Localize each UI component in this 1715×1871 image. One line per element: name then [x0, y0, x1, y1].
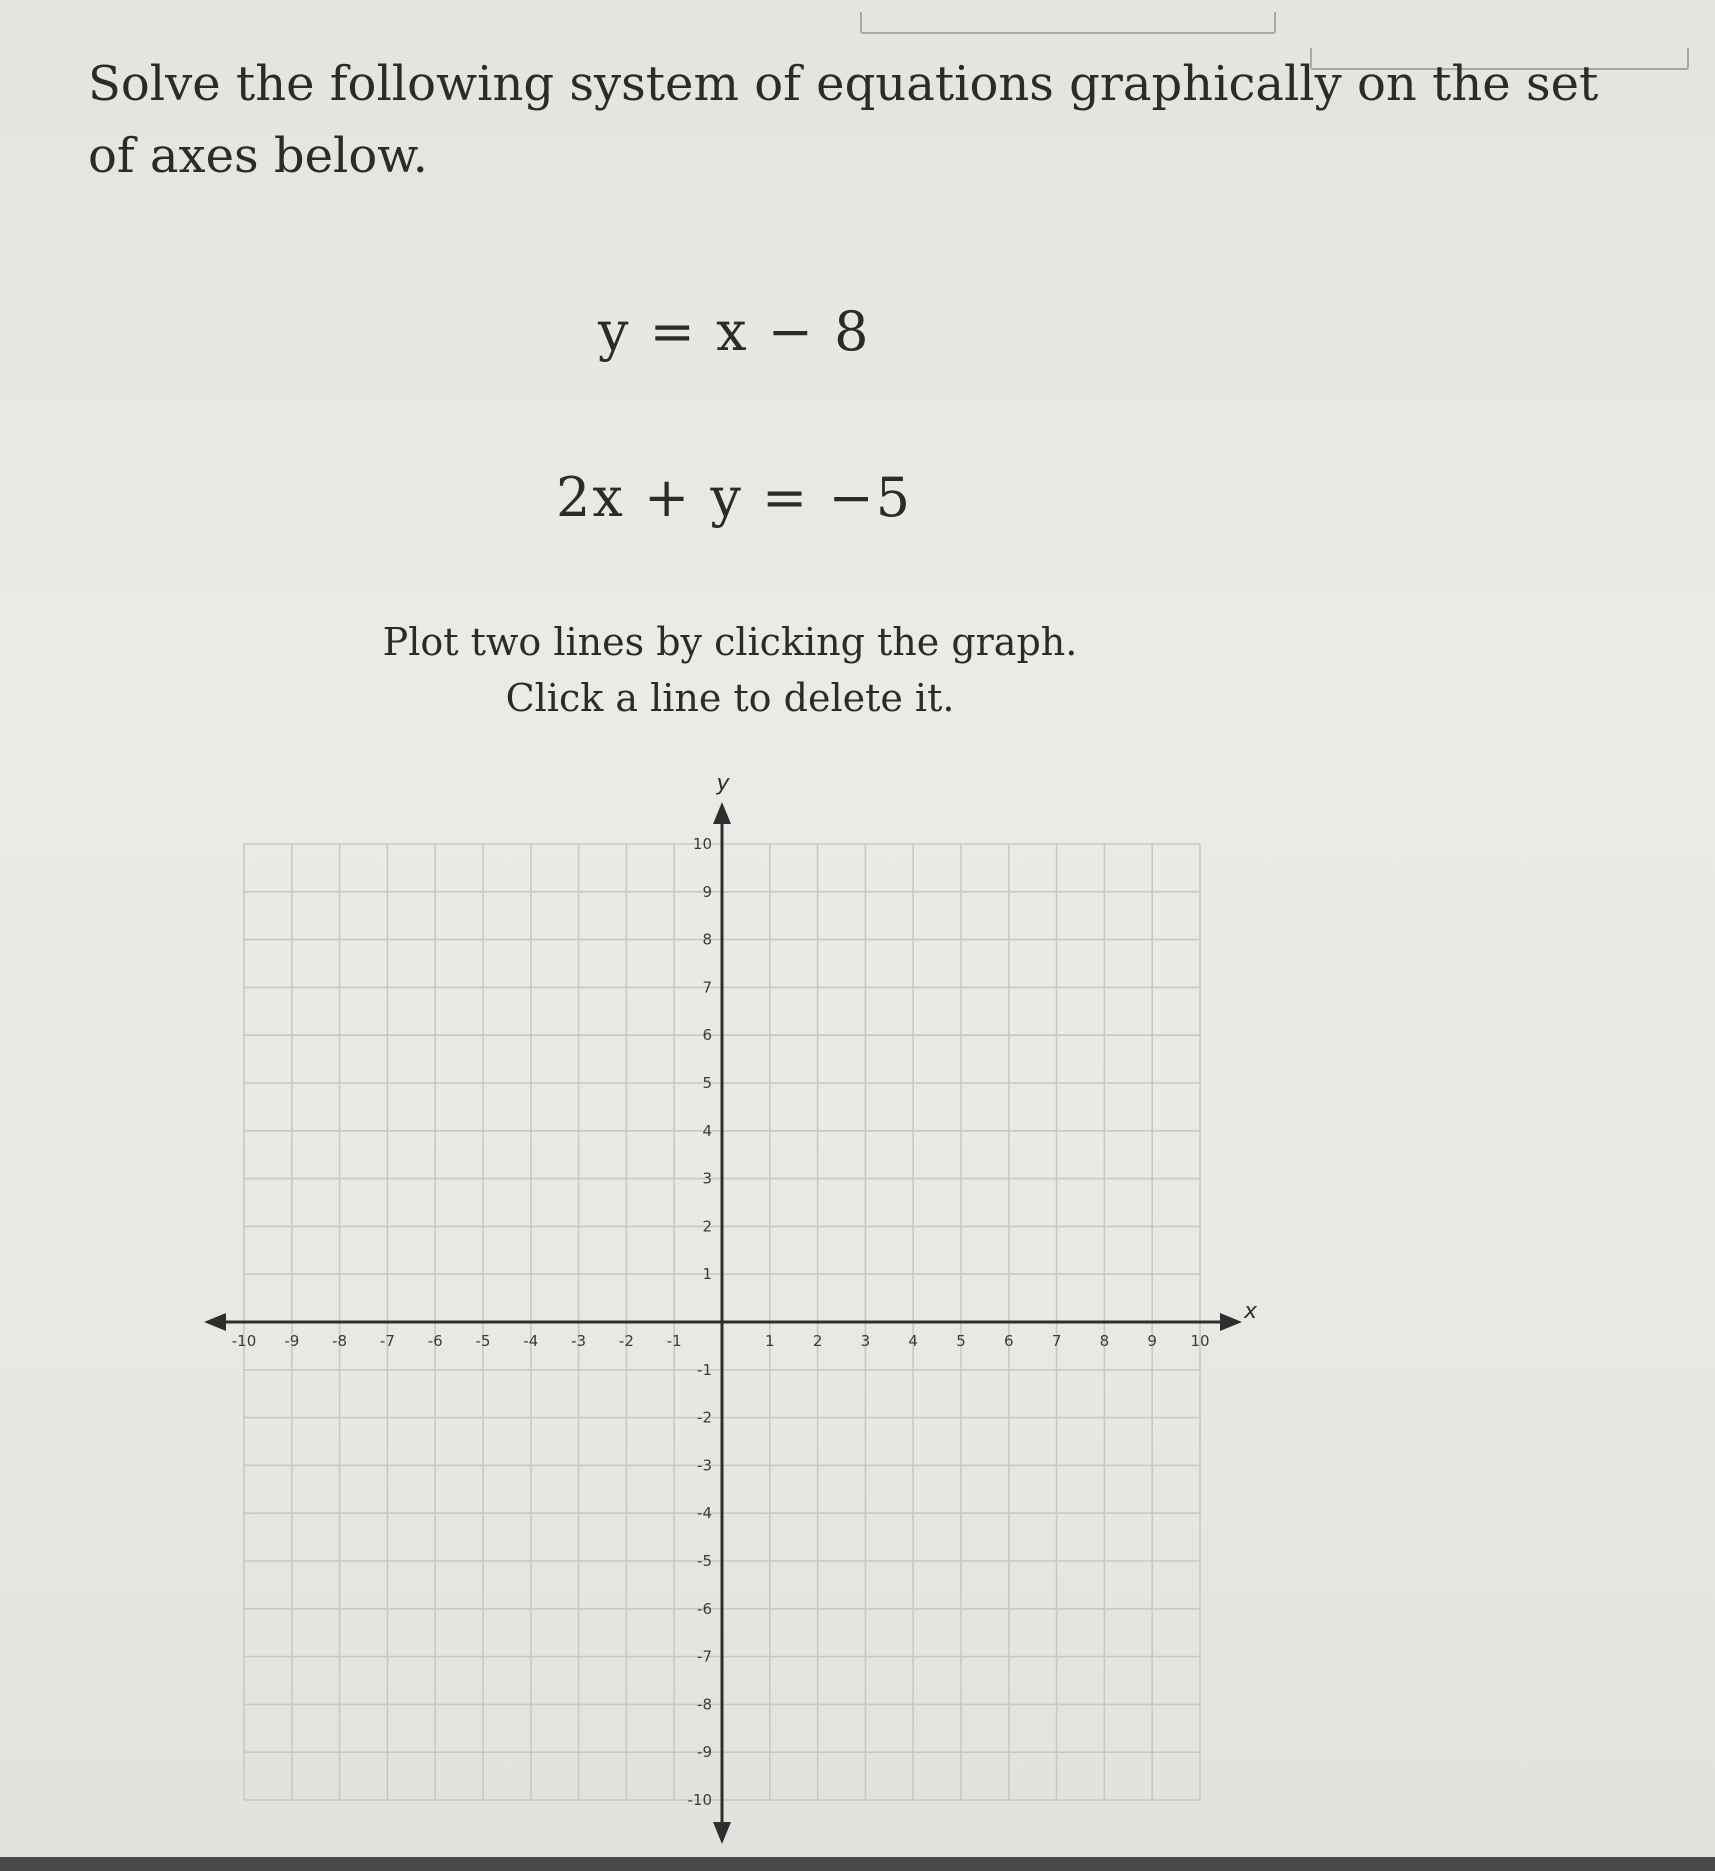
- x-tick-label: 9: [1147, 1332, 1157, 1350]
- y-tick-label: 2: [702, 1217, 712, 1236]
- x-tick-label: 7: [1051, 1332, 1062, 1350]
- y-tick-label: -5: [697, 1552, 712, 1570]
- y-tick-label: -3: [697, 1456, 712, 1475]
- y-tick-label: 1: [702, 1265, 712, 1284]
- equation-2: 2x + y = −5: [556, 466, 913, 529]
- x-tick-label: 3: [860, 1332, 871, 1350]
- y-tick-label: 9: [702, 882, 712, 901]
- y-tick-label: 4: [702, 1121, 712, 1140]
- question-prompt: Solve the following system of equations graphically on the set of axes below.: [88, 56, 1599, 184]
- y-tick-label: 3: [702, 1169, 712, 1188]
- x-tick-label: -6: [427, 1332, 443, 1350]
- y-tick-label: -4: [697, 1504, 712, 1523]
- x-axis-label: x: [1244, 1299, 1258, 1324]
- x-tick-label: 5: [956, 1332, 966, 1350]
- x-tick-label: 10: [1190, 1332, 1210, 1350]
- y-tick-label: 8: [702, 930, 712, 949]
- x-tick-label: -5: [475, 1332, 491, 1350]
- x-tick-label: 2: [812, 1332, 823, 1350]
- x-axis-right-arrow: [1220, 1313, 1242, 1331]
- x-tick-label: -2: [618, 1332, 634, 1350]
- x-tick-label: -3: [571, 1332, 587, 1350]
- x-tick-label: 1: [765, 1332, 775, 1350]
- graph-axes: [204, 802, 1242, 1844]
- x-tick-label: -9: [284, 1332, 300, 1350]
- y-tick-label: -8: [697, 1695, 712, 1714]
- x-tick-label: -1: [666, 1332, 682, 1350]
- y-tick-label: -6: [697, 1599, 712, 1618]
- y-axis-down-arrow: [713, 1822, 731, 1844]
- instruction-plot: Plot two lines by clicking the graph.: [382, 620, 1078, 664]
- x-tick-label: 4: [908, 1332, 918, 1350]
- y-tick-label: 5: [702, 1074, 712, 1092]
- y-tick-label: -7: [697, 1647, 712, 1666]
- y-tick-label: -2: [697, 1408, 712, 1427]
- y-tick-label: 10: [692, 835, 712, 853]
- y-axis-label: y: [716, 771, 730, 796]
- x-tick-label: -10: [231, 1332, 257, 1350]
- x-tick-label: 6: [1004, 1332, 1014, 1350]
- y-tick-label: -9: [697, 1743, 712, 1762]
- y-tick-label: 6: [702, 1026, 712, 1045]
- instruction-delete: Click a line to delete it.: [505, 676, 955, 720]
- x-axis-left-arrow: [204, 1313, 226, 1331]
- y-tick-label: 7: [702, 978, 712, 997]
- equation-1: y = x − 8: [598, 300, 871, 363]
- x-tick-label: 8: [1099, 1332, 1110, 1350]
- y-tick-label: -1: [697, 1360, 712, 1379]
- x-tick-label: -8: [332, 1332, 348, 1350]
- bottom-edge-bar: [0, 1857, 1715, 1871]
- y-axis-up-arrow: [713, 802, 731, 824]
- x-tick-label: -4: [523, 1332, 539, 1350]
- x-tick-label: -7: [379, 1332, 395, 1350]
- y-tick-label: -10: [687, 1791, 712, 1809]
